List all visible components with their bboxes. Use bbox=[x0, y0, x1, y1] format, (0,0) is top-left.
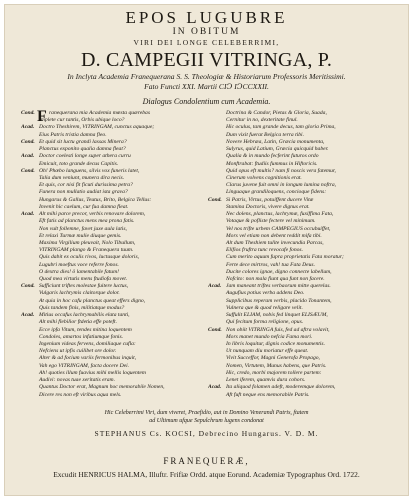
verse-line bbox=[208, 327, 398, 334]
speaker-label: Acad. bbox=[21, 153, 35, 160]
verse-line bbox=[208, 233, 398, 240]
verse-line bbox=[21, 290, 201, 297]
verse-text: ranequerana mia Academia mœsta quærebas bbox=[49, 110, 150, 116]
verse-line bbox=[208, 384, 398, 391]
verse-text: Alter & ad focium variis fermonibus inquit, bbox=[39, 355, 137, 362]
verse-line bbox=[208, 363, 398, 370]
verse-text: Doctro Theshirem, VITRINGAM, cunctus aquaque; bbox=[39, 124, 155, 131]
verse-line bbox=[21, 254, 201, 261]
colophon-line-1: Hic Celeberrimi Viri, dum viveret, Praefidio, aut in Domino Venerandi Patris, ftatem bbox=[104, 410, 309, 416]
verse-text: Non vult follemne, favet juxe aula latis, bbox=[39, 225, 127, 232]
verse-text: Supplicibus reperam verbis, placido Tonantem, bbox=[226, 297, 332, 304]
verse-text: Sulyrus, quid Latium, Græcia quicquid haber. bbox=[226, 146, 329, 153]
verse-text: Ducite colores ignae, digno connecte labellum, bbox=[226, 268, 332, 275]
verse-line bbox=[21, 319, 201, 326]
speaker-label: Cond. bbox=[208, 326, 222, 333]
colophon-line-2: ad Ultimum ufque Sepulchrum lugens condonat bbox=[149, 418, 264, 424]
verse-line bbox=[21, 226, 201, 233]
verse-text: Emicuit, toto grande decus Capitis. bbox=[39, 160, 119, 167]
verse-text: Cinerum volvens cognitionis erat. bbox=[226, 174, 302, 181]
verse-text: Dum vixit fuerat Belgica terra tibi. bbox=[226, 131, 304, 138]
verse-line bbox=[208, 226, 398, 233]
verse-text: O dextra dies! ô lamentabile fatum! bbox=[39, 268, 120, 275]
verse-line bbox=[21, 168, 201, 175]
verse-line bbox=[208, 139, 398, 146]
verse-line bbox=[208, 189, 398, 196]
verse-text: Alt mihi flebilior ftdetia effe poteft. bbox=[39, 319, 117, 326]
verse-text: Alt mihi parce precor, verbis renovare dolorem, bbox=[39, 211, 146, 218]
verse-line bbox=[21, 161, 201, 168]
verse-line bbox=[21, 283, 201, 290]
verse-text: Maxima Virgilium pleuvait, Nolo Tibullum, bbox=[39, 239, 136, 246]
verse-text: In libris loquitur, dignis codice monumentis. bbox=[226, 341, 325, 347]
verse-line bbox=[208, 124, 398, 131]
verse-line bbox=[208, 355, 398, 362]
verse-text: Eius Patris tristia damna fleo. bbox=[39, 131, 107, 138]
speaker-label: Acad. bbox=[21, 312, 35, 319]
verse-text: Quod mea virtutis mens ftudiofa movet. bbox=[39, 276, 128, 283]
verse-line bbox=[21, 370, 201, 377]
left-verse-column bbox=[21, 110, 201, 398]
verse-text: Vulgaris lachrymis claitorque dolor. bbox=[39, 290, 120, 297]
verse-line bbox=[208, 204, 398, 211]
verse-line bbox=[208, 197, 398, 204]
verse-line bbox=[21, 262, 201, 269]
verse-text: Vah ego VITRINGAM, facta docere Dei. bbox=[39, 362, 130, 369]
verse-text: Mors manet mundo nefcia Fama mori. bbox=[226, 333, 313, 340]
verse-line bbox=[208, 153, 398, 160]
verse-line bbox=[208, 319, 398, 326]
honoree-office: In Inclyta Academia Franequerana S. S. Theologiæ & Historiarum Professoris Meritissimi. bbox=[67, 72, 346, 81]
verse-text: Cum merito aquum fupra proprietatis Fata moratur; bbox=[226, 254, 344, 261]
verse-text: Vel nos trifte urbem CAMPEGIUS occubuiffet, bbox=[226, 225, 331, 232]
verse-text: Hic oculus, tam grande decus, tam gloria Prima, bbox=[226, 124, 336, 131]
dialogue-heading: Dialogus Condolentium cum Academia. bbox=[142, 97, 271, 106]
verse-line bbox=[208, 218, 398, 225]
verse-line bbox=[208, 392, 398, 398]
verse-text: Quis dabit ex oculis rivos, luctusque doloris, bbox=[39, 254, 140, 261]
death-date: Fato Functi XXI. Martii CIↃ IↃCCXXII. bbox=[144, 82, 269, 91]
verse-text: Aft fuft neque ens memorabile Patris. bbox=[226, 391, 310, 398]
verse-line bbox=[21, 189, 201, 196]
verse-text: VITRINGAM plango & Franequera tuum. bbox=[39, 247, 134, 254]
verse-text: Jam maneant triftes verbaorum mitte querelas. bbox=[226, 283, 331, 290]
verse-line bbox=[21, 153, 201, 160]
verse-line bbox=[208, 269, 398, 276]
verse-line bbox=[21, 269, 201, 276]
verse-text: Dicere res non eft viribus aqua mels. bbox=[39, 391, 122, 398]
speaker-label: Cond. bbox=[21, 110, 35, 116]
verse-text: Nec dolens, planctus, lachrymæ, fuxiffima Fata, bbox=[226, 211, 334, 218]
verse-text: Non obiit VITRINGA fuis, fed ad aftra volavit, bbox=[226, 326, 330, 333]
verse-line bbox=[21, 233, 201, 240]
verse-text: Sufficiunt triftes molestae fuitere luctus, bbox=[39, 283, 129, 290]
verse-text: Elifios fruftra tunc revocafe fonos. bbox=[226, 247, 304, 254]
verse-text: Clarus juvene fuit omni in longum lumina noftra, bbox=[226, 182, 337, 189]
verse-text: Et quis, cor nisi fit ficuti durissima petra? bbox=[39, 182, 133, 189]
verse-line bbox=[21, 298, 201, 305]
verse-text: Invenit hic caelum, cur fua damna fleat. bbox=[39, 203, 129, 210]
author-signature: STEPHANUS Cs. KOCSI, Debrecino Hungarus. V. D. M. bbox=[94, 429, 319, 438]
verse-text: Linguaque grandiloquens, concioque fidens: bbox=[226, 189, 327, 196]
speaker-label: Acad. bbox=[208, 384, 222, 391]
verse-text: Nofcito: non mala fiunt qua funt non facere. bbox=[226, 276, 325, 283]
speaker-label: Acad. bbox=[208, 283, 222, 290]
verse-text: Eft fatis ad planctus mens mea prona fatis. bbox=[39, 218, 135, 225]
verse-text: Nomen, Virtutem, Munus habens, que Patris. bbox=[226, 362, 327, 369]
verse-text: Stamina Doctoris, vivere dignus erat. bbox=[226, 203, 310, 210]
verse-text: Ingenium videas fervens, domiliaque cufla: bbox=[39, 341, 136, 347]
verse-line bbox=[21, 132, 201, 139]
verse-text: Funera non mullatio audiat ista grava? bbox=[39, 189, 128, 196]
speaker-label: Acad. bbox=[21, 211, 35, 218]
verse-line bbox=[21, 327, 201, 334]
verse-text: Doctor coelesti longe super athera curru bbox=[39, 153, 131, 160]
verse-line bbox=[208, 168, 398, 175]
verse-text: At quia in hoc cafu planctus queat effers digno, bbox=[39, 297, 146, 304]
verse-line bbox=[208, 132, 398, 139]
verse-text: Planctus exponito qualia damna fleat? bbox=[39, 146, 126, 153]
verse-text: Vulnera que & quod religare velit. bbox=[226, 304, 303, 311]
imprint-printer: Excudit HENRICUS HALMA, Illuftr. Frifiæ Ordd. atque Eorund. Academiæ Typographus Ord. 1722. bbox=[53, 470, 360, 479]
verse-line bbox=[21, 377, 201, 384]
speaker-label: Cond. bbox=[208, 196, 222, 203]
verse-text: Quantus Doctor erat, Magnum hoc memorabile Nomen, bbox=[39, 384, 165, 391]
dedication-line: VIRI DEI LONGE CELEBERRIMI, bbox=[133, 38, 280, 47]
verse-line bbox=[21, 247, 201, 254]
verse-line bbox=[21, 334, 201, 341]
honoree-name: D. CAMPEGII VITRINGA, P. bbox=[80, 49, 333, 71]
verse-text: Suffulit ELIAM, nobis fed linquet ELISÆUM, bbox=[226, 312, 328, 319]
verse-text: Ecce ipfa Vitum, tendes mitina loquentem bbox=[39, 326, 132, 333]
verse-text: Hungarus & Gallus, Teutus, Brito, Belgica Tellus: bbox=[39, 196, 152, 203]
speaker-label: Cond. bbox=[21, 167, 35, 174]
verse-text: Implete cur tantis, Orbis ubique loco? bbox=[39, 117, 125, 124]
verse-text: Augufius potius verba addens Deo. bbox=[226, 290, 305, 297]
verse-text: Qui fecitum forma religione, opus. bbox=[226, 319, 304, 326]
verse-text: Doctrina & Candor, Pietas & Gloria, Suada, bbox=[226, 110, 327, 116]
verse-line bbox=[208, 334, 398, 341]
verse-line bbox=[21, 204, 201, 211]
verse-line bbox=[21, 384, 201, 391]
verse-line bbox=[208, 262, 398, 269]
poem-title: EPOS LUGUBRE bbox=[125, 8, 288, 27]
speaker-label: Cond. bbox=[21, 138, 35, 145]
poem-subtitle: IN OBITUM bbox=[172, 27, 241, 37]
verse-text: Ut nunquam diu moriatur effe queat. bbox=[226, 348, 309, 355]
verse-text: Mitius occafus lachrymabilis elata tanti, bbox=[39, 312, 130, 319]
right-verse-column bbox=[208, 110, 398, 398]
verse-text: Ferte dece mirtros, vah! tua Fata Deus. bbox=[226, 261, 315, 268]
verse-text: Et relaxi Turmæ mulie diuque gemis. bbox=[39, 232, 122, 239]
verse-text: Votaque & pofliste fectere vel minimum. bbox=[226, 218, 316, 225]
verse-text: Lugubri moeftus voce referre fonos. bbox=[39, 261, 119, 268]
verse-text: Condoles, amartos infatiumque fonis. bbox=[39, 333, 124, 340]
verse-line bbox=[21, 117, 201, 124]
verse-text: Talia dum veniunt, munera dira necis. bbox=[39, 174, 125, 181]
verse-line bbox=[208, 370, 398, 377]
drop-cap-letter: F bbox=[37, 110, 47, 125]
verse-line bbox=[21, 146, 201, 153]
verse-text: Quid opus eft multis? nam fi noscis vera fatemur, bbox=[226, 167, 336, 174]
verse-line bbox=[208, 254, 398, 261]
verse-text: Audivi: novas tuae xeritatis eram. bbox=[39, 377, 115, 384]
verse-text: Vivit Succeffor, Magni Generofa Propago, bbox=[226, 355, 320, 362]
speaker-label: Cond. bbox=[21, 283, 35, 290]
verse-text: Si Patris, Virtus, potuiffent ducere Vitæ bbox=[226, 196, 314, 203]
verse-line bbox=[208, 290, 398, 297]
verse-text: Alt dum Theshiem tulite invecundia Parcas, bbox=[226, 239, 324, 246]
verse-line bbox=[21, 363, 201, 370]
verse-line bbox=[21, 240, 201, 247]
verse-line bbox=[21, 218, 201, 225]
verse-line bbox=[21, 355, 201, 362]
verse-line bbox=[21, 197, 201, 204]
verse-text: Monftrabat: ftudiis fummus in Hiftoricis. bbox=[226, 160, 318, 167]
imprint-place: FRANEQUERÆ, bbox=[163, 456, 250, 466]
verse-line bbox=[208, 117, 398, 124]
verse-line bbox=[208, 298, 398, 305]
verse-text: Quis tandem finis, militiatque modus? bbox=[39, 304, 125, 311]
verse-text: Nefciens ut ipfis cuilibet ore dolor. bbox=[39, 348, 117, 355]
verse-text: Et quid sit luctu grandi lassas Minera? bbox=[39, 138, 127, 145]
speaker-label: Acad. bbox=[21, 124, 35, 131]
verse-text: Ah! quoties illum fuavius mihi mellis loquentem bbox=[39, 369, 146, 376]
verse-text: Oh! Phœbo languens, silvis vox funeris latet, bbox=[39, 167, 140, 174]
verse-line bbox=[21, 182, 201, 189]
verse-line bbox=[21, 139, 201, 146]
verse-line bbox=[21, 392, 201, 398]
verse-text: Novere Hebræa, Latin, Græcia monumenta, bbox=[226, 138, 325, 145]
verse-text: Mors vel etiam non debent reddit mifa tibi. bbox=[226, 232, 322, 239]
verse-text: Ita aliquod folamen adeft, moderemque dolorem, bbox=[226, 384, 336, 391]
verse-text: Qualia & in mundo fecferint futuros ordo bbox=[226, 153, 319, 160]
verse-line bbox=[208, 161, 398, 168]
verse-line bbox=[21, 124, 201, 131]
verse-text: Cernitur in no, dexteritate finul. bbox=[226, 117, 298, 124]
verse-text: Hic, credo, morbi majorem tollere partem: bbox=[226, 369, 322, 376]
verse-text: Lenet iferem, quamvis dura cohors. bbox=[226, 377, 306, 384]
